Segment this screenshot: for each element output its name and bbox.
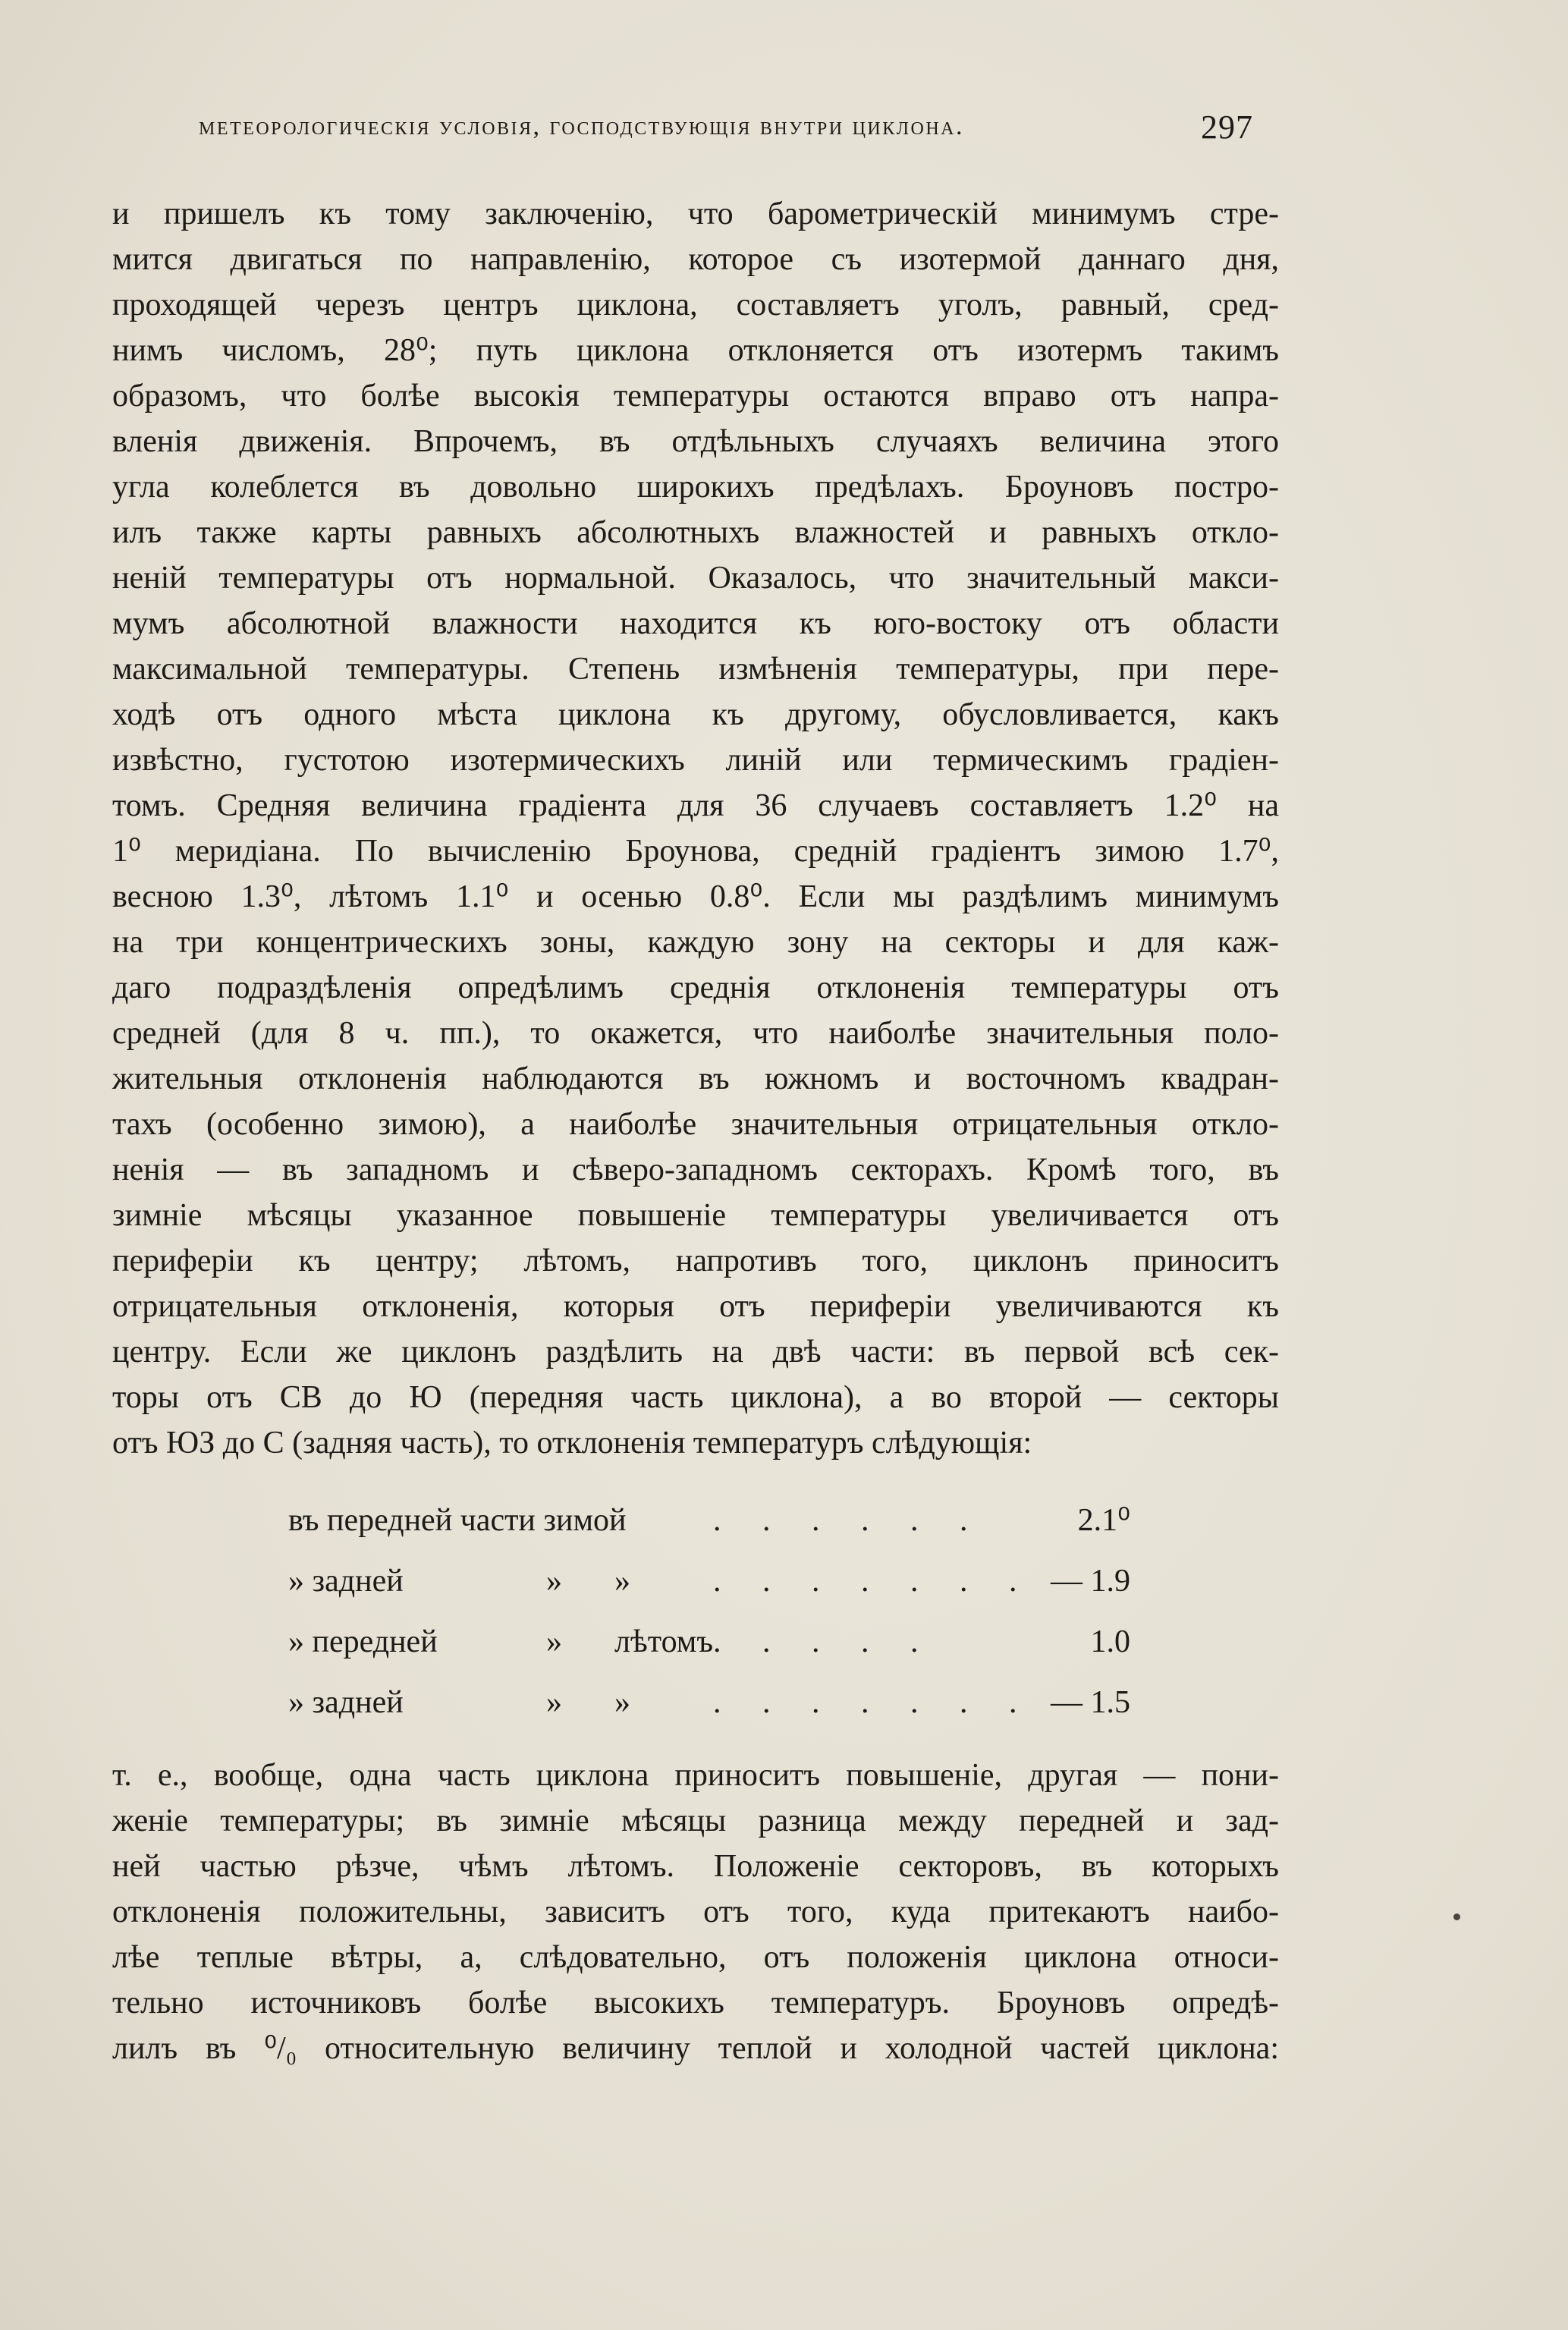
leader-dots: . . . . . . .: [713, 1685, 1034, 1720]
text-line: тахъ (особенно зимою), а наиболѣе значительныя отрицательныя откло-: [112, 1107, 1279, 1142]
text-line: 1⁰ меридіана. По вычисленію Броунова, средній градіентъ зимою 1.7⁰,: [112, 834, 1279, 869]
table-cell-value: 2.1⁰: [1077, 1503, 1130, 1538]
text-line: тельно источниковъ болѣе высокихъ температуръ. Броуновъ опредѣ-: [112, 1986, 1279, 2020]
text-line: ненія — въ западномъ и сѣверо-западномъ секторахъ. Кромѣ того, въ: [112, 1152, 1279, 1187]
table-cell-label: » задней: [288, 1564, 404, 1599]
running-head-title: метеорологическія условія, господствующія внутри циклона.: [199, 112, 965, 140]
text-line: отрицательныя отклоненія, которыя отъ периферіи увеличиваются къ: [112, 1289, 1279, 1324]
table-cell-label: » задней: [288, 1685, 404, 1720]
text-line: на три концентрическихъ зоны, каждую зону на секторы и для каж-: [112, 925, 1279, 960]
text-line: угла колеблется въ довольно широкихъ предѣлахъ. Броуновъ постро-: [112, 470, 1279, 505]
text-line: зимніе мѣсяцы указанное повышеніе температуры увеличивается отъ: [112, 1198, 1279, 1233]
text-line: жительныя отклоненія наблюдаются въ южномъ и восточномъ квадран-: [112, 1061, 1279, 1096]
table-cell-season: »: [614, 1564, 630, 1599]
text-line: периферіи къ центру; лѣтомъ, напротивъ того, циклонъ приноситъ: [112, 1244, 1279, 1278]
text-line: отклоненія положительны, зависитъ отъ того, куда притекаютъ наибо-: [112, 1895, 1279, 1929]
text-line: образомъ, что болѣе высокія температуры остаются вправо отъ напра-: [112, 379, 1279, 413]
table-cell-ditto: »: [546, 1564, 562, 1599]
paragraph-2: [112, 1753, 1279, 2071]
text-line: ней частью рѣзче, чѣмъ лѣтомъ. Положеніе секторовъ, въ которыхъ: [112, 1849, 1279, 1884]
table-cell-value: — 1.9: [1051, 1564, 1130, 1599]
text-line: томъ. Средняя величина градіента для 36 случаевъ составляетъ 1.2⁰ на: [112, 788, 1279, 823]
table-row: [288, 1551, 1130, 1612]
text-line: илъ также карты равныхъ абсолютныхъ влажностей и равныхъ откло-: [112, 515, 1279, 550]
table-cell-value: — 1.5: [1051, 1685, 1130, 1720]
text-line: проходящей черезъ центръ циклона, составляетъ уголъ, равный, сред-: [112, 288, 1279, 322]
text-line: лилъ въ ⁰/₀ относительную величину теплой и холодной частей циклона:: [112, 2031, 1279, 2066]
paragraph-1: [112, 191, 1279, 1466]
text-line: неній температуры отъ нормальной. Оказалось, что значительный макси-: [112, 561, 1279, 596]
text-line: торы отъ СВ до Ю (передняя часть циклона), а во второй — секторы: [112, 1380, 1279, 1415]
text-line: мумъ абсолютной влажности находится къ юго-востоку отъ области: [112, 606, 1279, 641]
text-line: т. е., вообще, одна часть циклона приноситъ повышеніе, другая — пони-: [112, 1758, 1279, 1793]
page-number: 297: [1201, 108, 1253, 146]
table-cell-label: въ передней части зимой: [288, 1503, 627, 1538]
leader-dots: . . . . . . .: [713, 1564, 1034, 1599]
text-line: максимальной температуры. Степень измѣненія температуры, при пере-: [112, 652, 1279, 687]
text-line: весною 1.3⁰, лѣтомъ 1.1⁰ и осенью 0.8⁰. Если мы раздѣлимъ минимумъ: [112, 879, 1279, 914]
text-line: даго подраздѣленія опредѣлимъ среднія отклоненія температуры отъ: [112, 970, 1279, 1005]
leader-dots: . . . . . .: [713, 1503, 985, 1538]
text-line: центру. Если же циклонъ раздѣлить на двѣ части: въ первой всѣ сек-: [112, 1335, 1279, 1369]
table-row: [288, 1490, 1130, 1551]
ink-speck: [1453, 1913, 1460, 1920]
table-cell-season: лѣтомъ: [614, 1624, 714, 1659]
deviation-table: [288, 1490, 1130, 1733]
table-cell-season: »: [614, 1685, 630, 1720]
text-line: отъ ЮЗ до С (задняя часть), то отклоненія температуръ слѣдующія:: [112, 1426, 1032, 1461]
table-cell-value: 1.0: [1090, 1624, 1130, 1659]
text-line: мится двигаться по направленію, которое съ изотермой даннаго дня,: [112, 242, 1279, 277]
table-cell-ditto: »: [546, 1685, 562, 1720]
text-line: средней (для 8 ч. пп.), то окажется, что наиболѣе значительныя поло-: [112, 1016, 1279, 1051]
table-cell-label: » передней: [288, 1624, 438, 1659]
text-line: женіе температуры; въ зимніе мѣсяцы разница между передней и зад-: [112, 1803, 1279, 1838]
running-head: [199, 108, 1253, 146]
text-line: ходѣ отъ одного мѣста циклона къ другому, обусловливается, какъ: [112, 697, 1279, 732]
leader-dots: . . . . .: [713, 1624, 935, 1659]
table-row: [288, 1672, 1130, 1733]
text-line: и пришелъ къ тому заключенію, что барометрическій минимумъ стре-: [112, 197, 1279, 231]
text-line: лѣе теплые вѣтры, а, слѣдовательно, отъ положенія циклона относи-: [112, 1940, 1279, 1975]
table-cell-ditto: »: [546, 1624, 562, 1659]
text-line: вленія движенія. Впрочемъ, въ отдѣльныхъ случаяхъ величина этого: [112, 424, 1279, 459]
text-line: извѣстно, густотою изотермическихъ линій или термическимъ градіен-: [112, 743, 1279, 778]
text-line: нимъ числомъ, 28⁰; путь циклона отклоняется отъ изотермъ такимъ: [112, 333, 1279, 368]
table-row: [288, 1612, 1130, 1672]
